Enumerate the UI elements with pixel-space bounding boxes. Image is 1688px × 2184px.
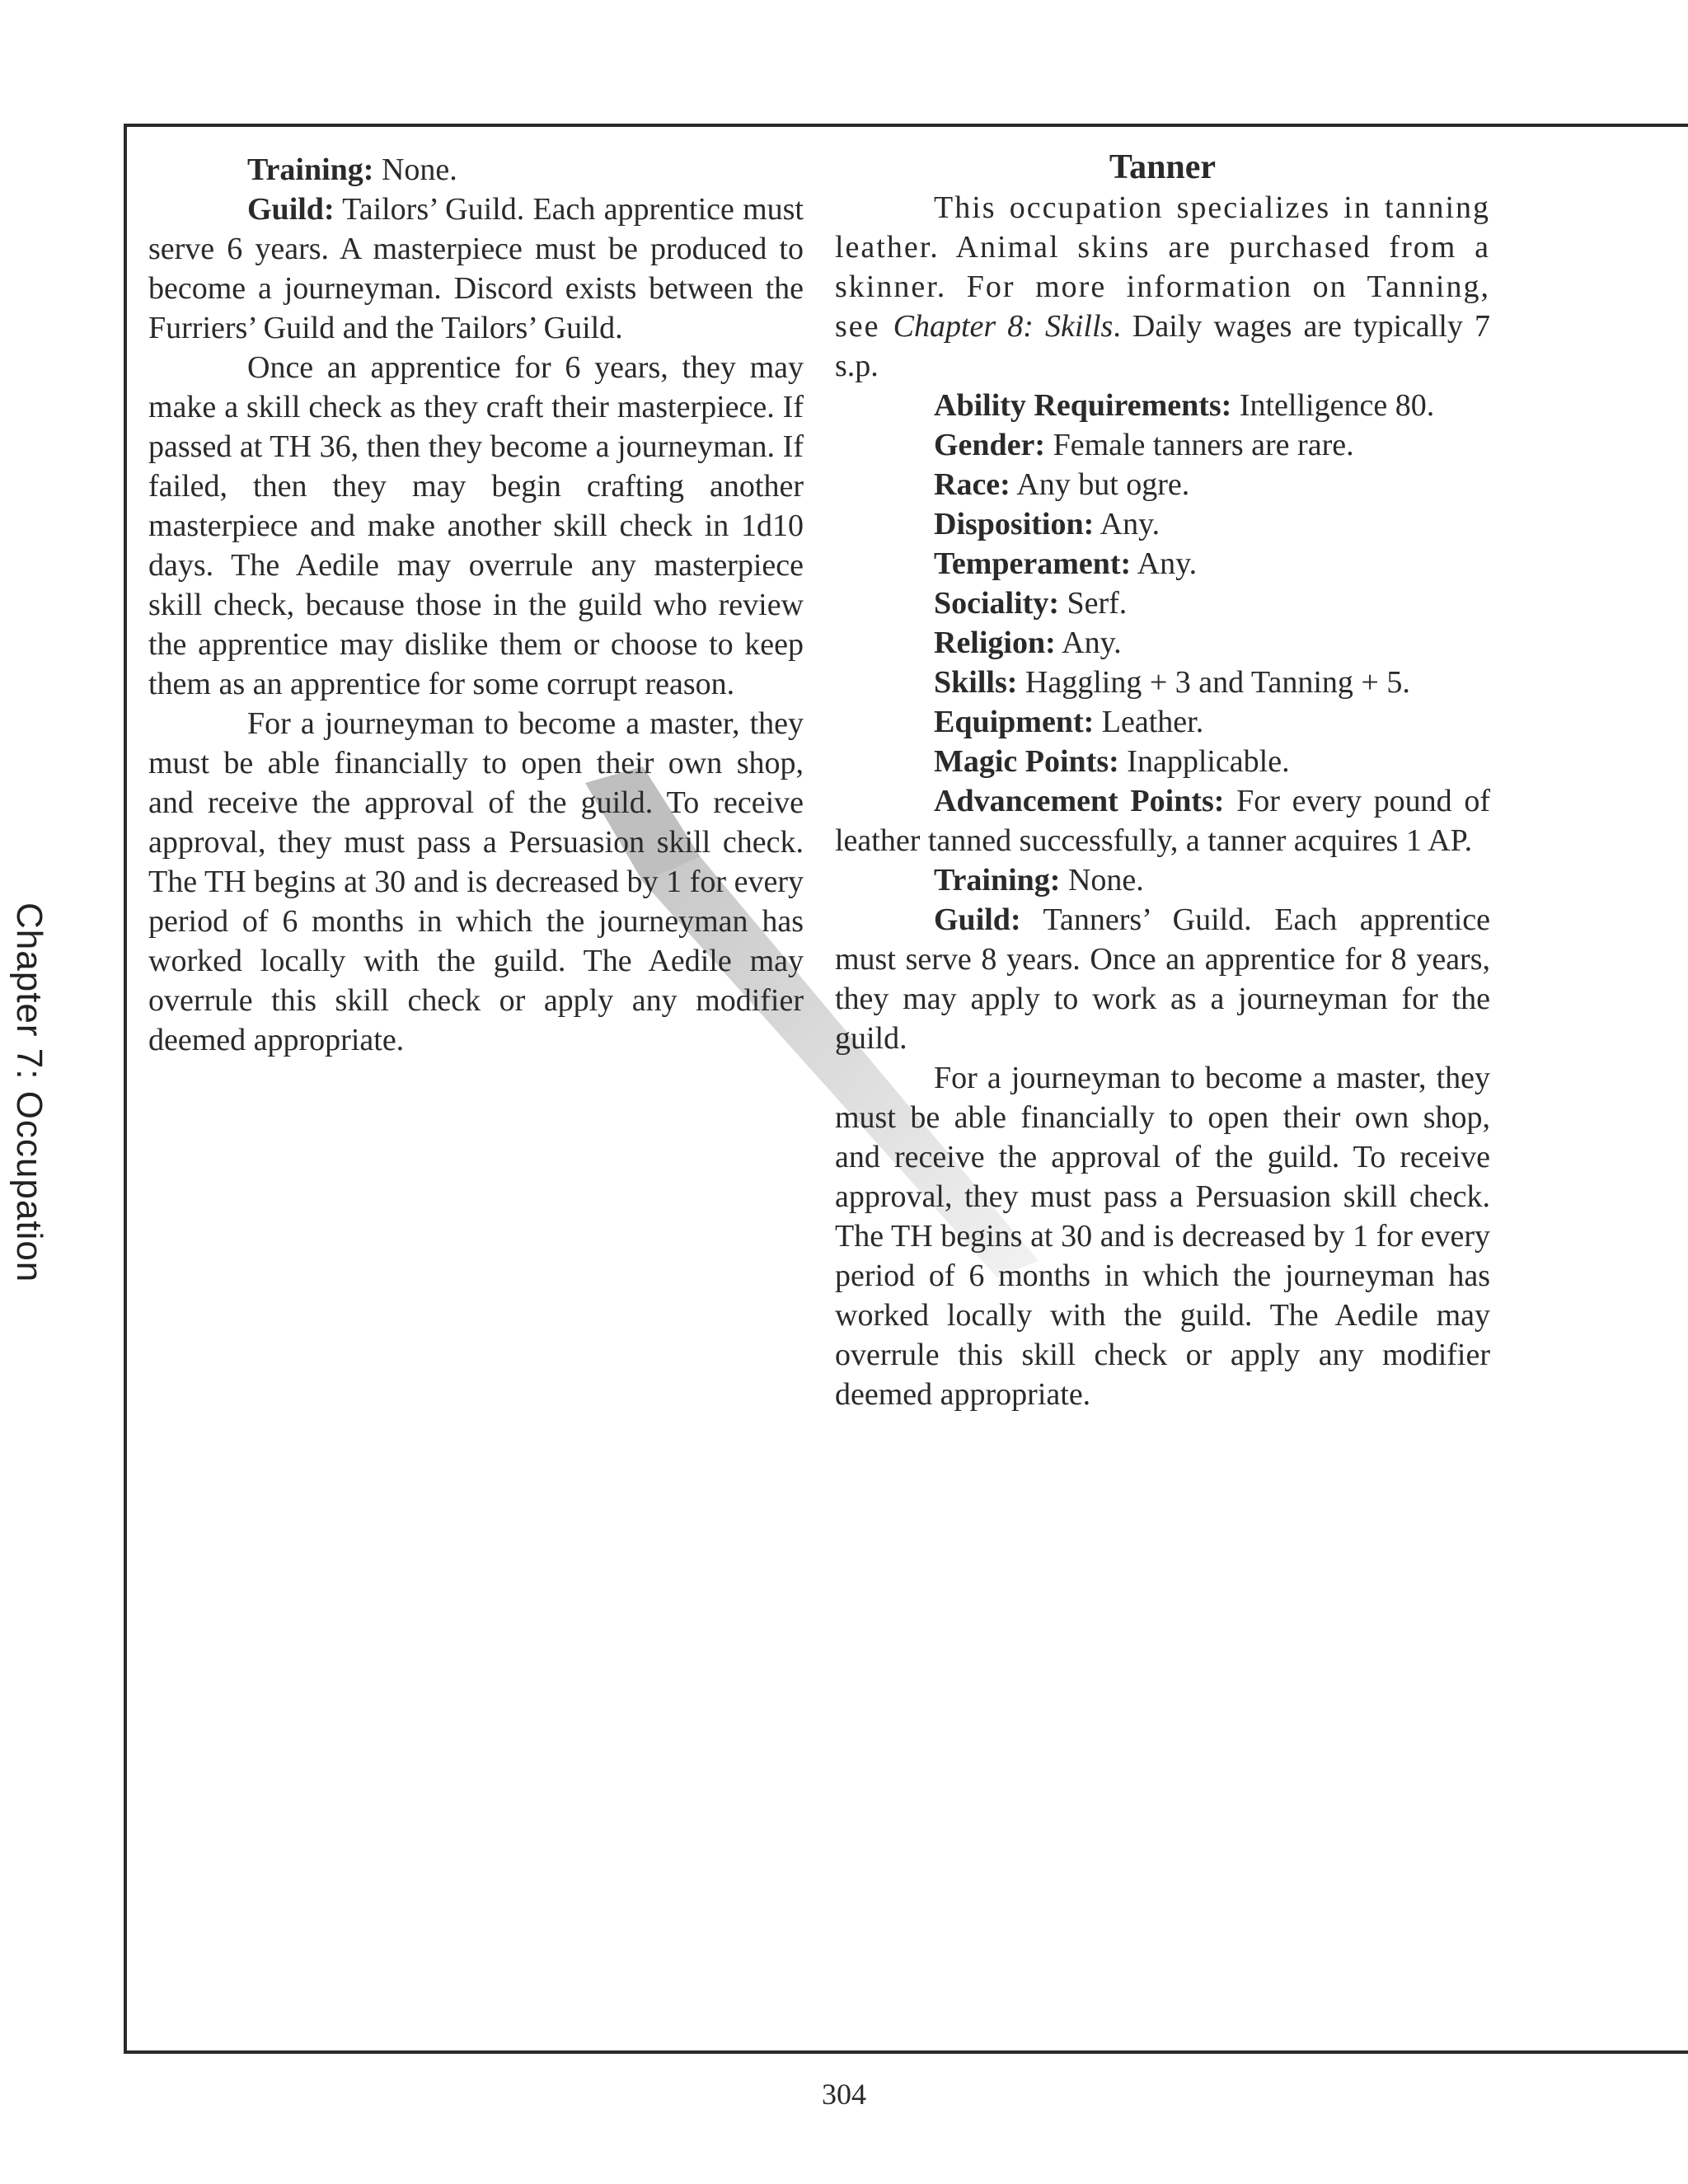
advancement-paragraph: Advancement Points: For every pound of leather tanned successfully, a tanner acquires 1 AP. <box>835 784 1490 858</box>
chapter-side-label: Chapter 7: Occupation <box>9 902 49 1283</box>
left-column <box>148 150 804 1060</box>
left-masterpiece-paragraph: Once an apprentice for 6 years, they may make a skill check as they craft their masterpiece. If passed at TH 36, then they become a journeyman. If failed, then they may begin crafting another masterpiece and make another skill check in 1d10 days. The Aedile may overrule any masterpiece skill check, because those in the guild who review the apprentice may dislike them or choose to keep them as an apprentice for some corrupt reason. <box>148 350 804 701</box>
stat-line: Disposition: Any. <box>934 507 1160 541</box>
right-column <box>835 147 1490 1414</box>
stat-list <box>835 386 1490 781</box>
stat-line: Temperament: Any. <box>934 546 1198 581</box>
stat-line: Gender: Female tanners are rare. <box>934 428 1354 462</box>
page-number: 304 <box>822 2078 866 2111</box>
left-master-paragraph: For a journeyman to become a master, they must be able financially to open their own shop, and receive the approval of the guild. To receive approval, they must pass a Persuasion skill check. The TH begins at 30 and is decreased by 1 for every period of 6 months in which the journeyman has worked locally with the guild. The Aedile may overrule this skill check or apply any modifier deemed appropriate. <box>148 706 804 1057</box>
stat-line: Skills: Haggling + 3 and Tanning + 5. <box>934 665 1410 700</box>
stat-line: Magic Points: Inapplicable. <box>934 744 1290 779</box>
left-guild-paragraph: Guild: Tailors’ Guild. Each apprentice must serve 6 years. A masterpiece must be produced to become a journeyman. Discord exists between the Furriers’ Guild and the Tailors’ Guild. <box>148 192 804 345</box>
stat-line: Equipment: Leather. <box>934 705 1204 739</box>
right-master-paragraph: For a journeyman to become a master, they must be able financially to open their own shop, and receive the approval of the guild. To receive approval, they must pass a Persuasion skill check. The TH begins at 30 and is decreased by 1 for every period of 6 months in which the journeyman has worked locally with the guild. The Aedile may overrule this skill check or apply any modifier deemed appropriate. <box>835 1061 1490 1412</box>
chapter-reference: Chapter 8: Skills <box>893 309 1114 344</box>
stat-line: Religion: Any. <box>934 626 1122 660</box>
tanner-intro-paragraph: This occupation specializes in tanning leather. Animal skins are purchased from a skinner. For more information on Tanning, see Chapter 8: Skills. Daily wages are typically 7 s.p. <box>835 190 1490 383</box>
stat-line: Sociality: Serf. <box>934 586 1128 621</box>
left-training-line: Training: None. <box>247 152 457 187</box>
stat-line: Race: Any but ogre. <box>934 467 1190 502</box>
right-training-line: Training: None. <box>934 863 1144 898</box>
right-guild-paragraph: Guild: Tanners’ Guild. Each apprentice must serve 8 years. Once an apprentice for 8 years, they may apply to work as a journeyman for the guild. <box>835 902 1490 1056</box>
stat-line: Ability Requirements: Intelligence 80. <box>934 388 1435 423</box>
section-heading: Tanner <box>1109 148 1217 186</box>
